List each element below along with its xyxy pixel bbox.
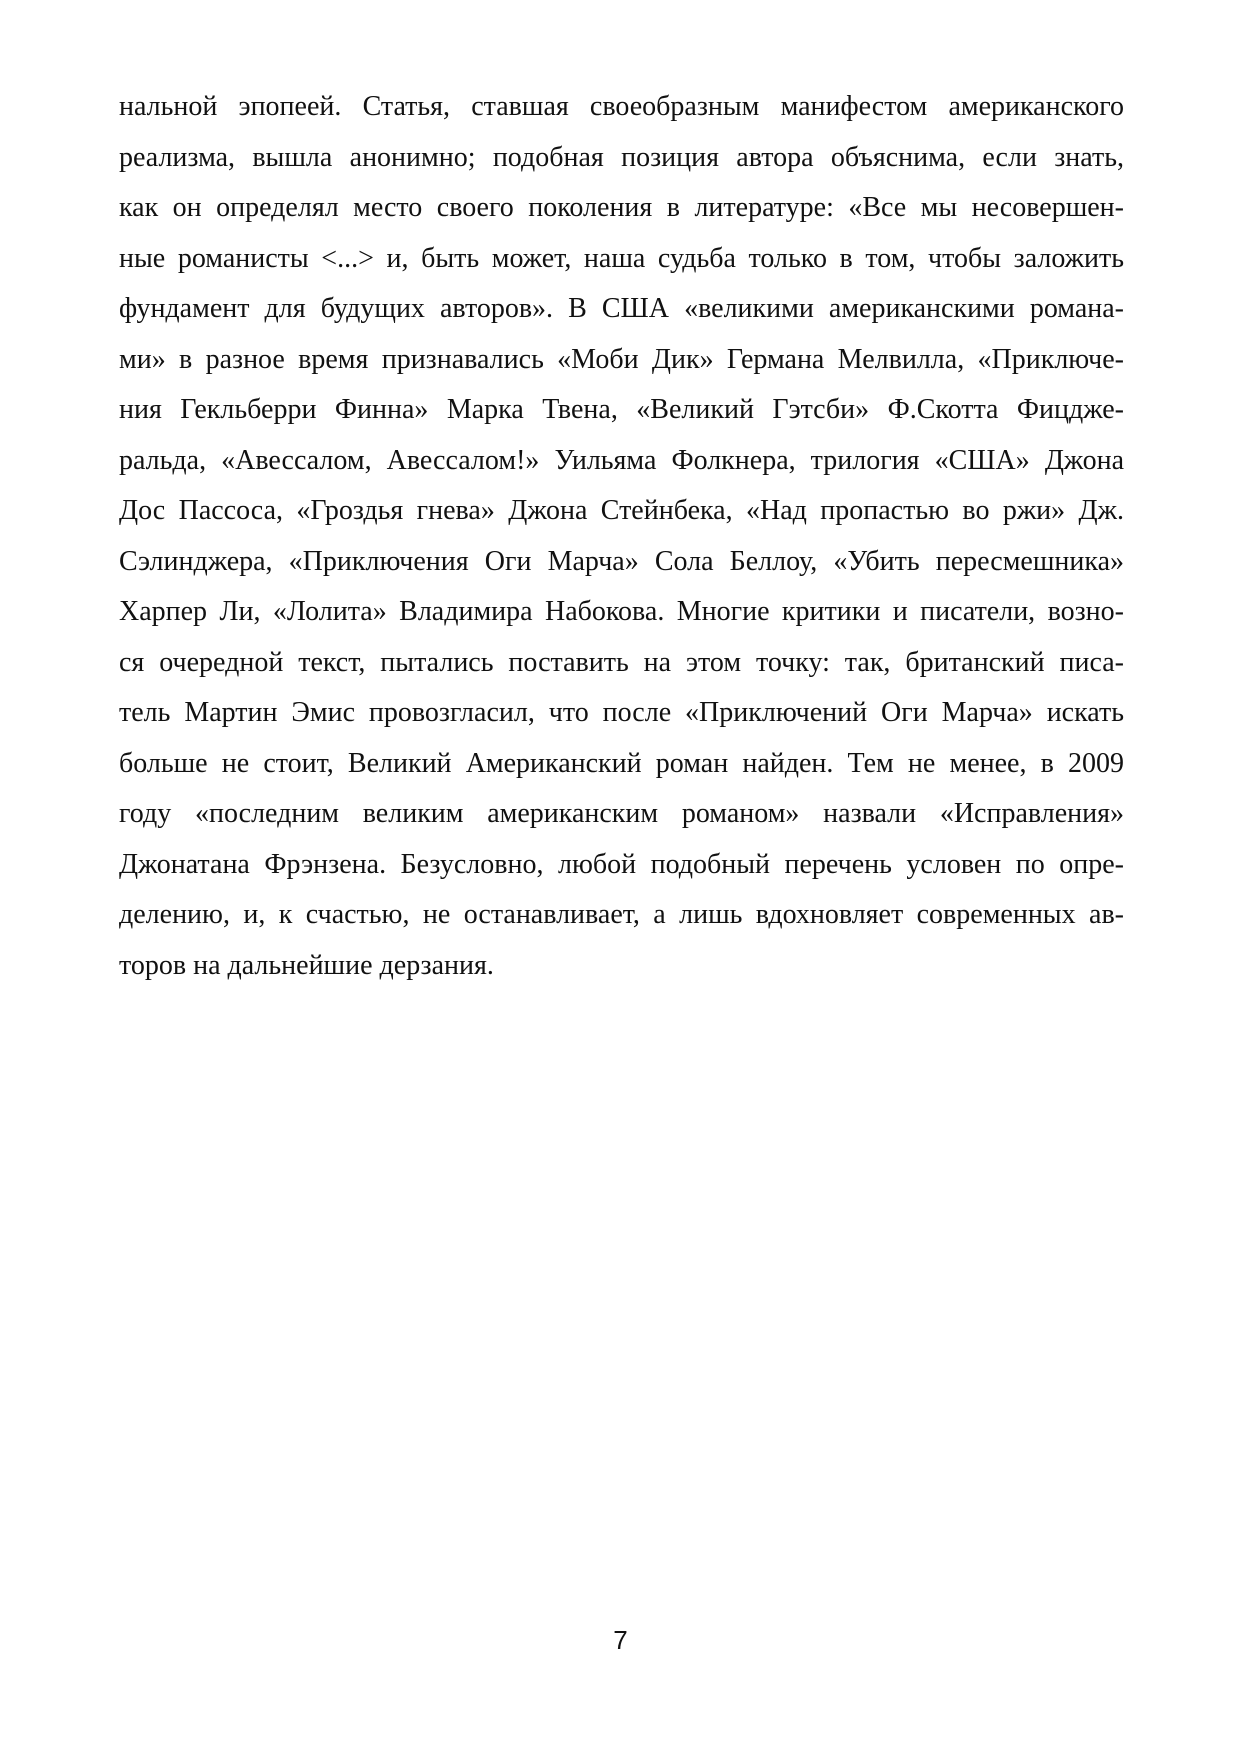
text-line: Сэлинджера, «Приключения Оги Марча» Сола Беллоу, «Убить пересмешника»	[119, 545, 1124, 577]
text-line: реализма, вышла анонимно; подобная позиция автора объяснима, если знать,	[119, 141, 1124, 173]
text-line: Дос Пассоса, «Гроздья гнева» Джона Стейнбека, «Над пропастью во ржи» Дж.	[119, 495, 1124, 526]
text-line: ные романисты <...> и, быть может, наша судьба только в том, чтобы заложить	[119, 242, 1124, 274]
text-line: Джонатана Фрэнзена. Безусловно, любой подобный перечень условен по опре-	[119, 848, 1124, 880]
text-line: торов на дальнейшие дерзания.	[119, 949, 494, 981]
text-line: Харпер Ли, «Лолита» Владимира Набокова. Многие критики и писатели, возно-	[119, 596, 1124, 627]
text-line: нальной эпопеей. Статья, ставшая своеобразным манифестом американского	[119, 91, 1124, 122]
text-line: делению, и, к счастью, не останавливает, а лишь вдохновляет современных ав-	[119, 899, 1124, 930]
page-number: 7	[613, 1625, 628, 1655]
text-line: тель Мартин Эмис провозгласил, что после «Приключений Оги Марча» искать	[119, 697, 1124, 728]
body-paragraph	[119, 82, 1124, 991]
text-line: ния Гекльберри Финна» Марка Твена, «Великий Гэтсби» Ф.Скотта Фицдже-	[119, 394, 1124, 425]
text-line: ся очередной текст, пытались поставить на этом точку: так, британский писа-	[119, 646, 1124, 678]
text-line: фундамент для будущих авторов». В США «великими американскими романа-	[119, 293, 1124, 324]
text-line: ральда, «Авессалом, Авессалом!» Уильяма Фолкнера, трилогия «США» Джона	[119, 444, 1124, 476]
text-line: как он определял место своего поколения в литературе: «Все мы несовершен-	[119, 192, 1124, 223]
text-line: ми» в разное время признавались «Моби Дик» Германа Мелвилла, «Приключе-	[119, 343, 1124, 375]
text-line: больше не стоит, Великий Американский роман найден. Тем не менее, в 2009	[119, 747, 1124, 779]
text-line: году «последним великим американским романом» назвали «Исправления»	[119, 798, 1124, 829]
